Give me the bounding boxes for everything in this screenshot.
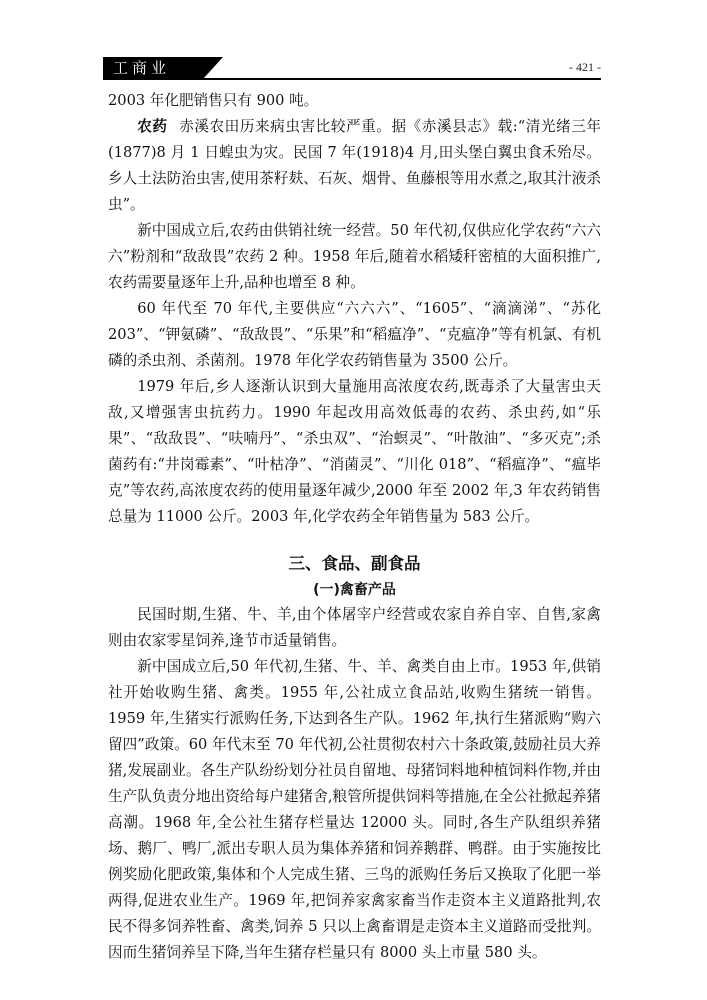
paragraph-pesticide-1979: 1979 年后,乡人逐渐认识到大量施用高浓度农药,既毒杀了大量害虫天敌,又增强害虫抗药力。1990 年起改用高效低毒的农药、杀虫药,如“乐果”、“敌敌畏”、“呋喃丹”、“杀虫双”、“治螟灵”、“叶散油”、“多灭克”;杀菌药有:“井岗霉素”、“叶枯净”、“消菌灵”、“川化 018”、“稻瘟净”、“瘟毕克”等农药,高浓度农药的使用量逐年减少,2000 年至 2002 年,3 年农药销售总量为 11000 公斤。2003 年,化学农药全年销售量为 583 公斤。 (108, 378, 601, 525)
paragraph-pesticide-1950s: 新中国成立后,农药由供销社统一经营。50 年代初,仅供应化学农药“六六六”粉剂和“敌敌畏”农药 2 种。1958 年后,随着水稻矮秆密植的大面积推广,农药需要量逐年上升,品种也增至 8 种。 (108, 222, 601, 291)
paragraph-fertilizer-end: 2003 年化肥销售只有 900 吨。 (108, 92, 319, 109)
pesticide-term: 农药 (137, 118, 168, 135)
paragraph-livestock-prc: 新中国成立后,50 年代初,生猪、牛、羊、禽类自由上市。1953 年,供销社开始收购生猪、禽类。1955 年,公社成立食品站,收购生猪统一销售。1959 年,生猪实行派购任务,下达到各生产队。1962 年,执行生猪派购“购六留四”政策。60 年代末至 70 年代初,公社贯彻农村六十条政策,鼓励社员大养猪,发展副业。各生产队纷纷划分社员自留地、母猪饲料地种植饲料作物,并由生产队负责分地出资给每户建猪舍,粮管所提供饲料等措施,在全公社掀起养猪高潮。1968 年,全公社生猪存栏量达 12000 头。同时,各生产队组织养猪场、鹅厂、鸭厂,派出专职人员为集体养猪和饲养鹅群、鸭群。由于实施按比例奖励化肥政策,集体和个人完成生猪、三鸟的派购任务后又换取了化肥一举两得,促进农业生产。1969 年,把饲养家禽家畜当作走资本主义道路批判,农民不得多饲养牲畜、禽类,饲养 5 只以上禽畜谓是走资本主义道路而受批判。因而生猪饲养呈下降,当年生猪存栏量只有 8000 头上市量 580 头。 (108, 658, 601, 961)
paragraph-pesticide-1960s: 60 年代至 70 年代,主要供应“六六六”、“1605”、“滴滴涕”、“苏化 203”、“钾氨磷”、“敌敌畏”、“乐果”和“稻瘟净”、“克瘟净”等有机氯、有机磷的杀虫剂、杀菌剂。1978 年化学农药销售量为 3500 公斤。 (108, 300, 601, 369)
chapter-title: 工商业 (113, 59, 171, 77)
header-tab-slant (203, 57, 223, 79)
chapter-header-tab (103, 57, 203, 79)
header-rule (103, 78, 601, 80)
subsection-title: (一)禽畜产品 (313, 582, 396, 598)
page-number: - 421 - (569, 60, 601, 74)
paragraph-livestock-republic: 民国时期,生猪、牛、羊,由个体屠宰户经营或农家自养自宰、自售,家禽则由农家零星饲养,逢节市适量销售。 (108, 606, 601, 649)
paragraph-pesticide-intro (108, 114, 601, 218)
paragraph-pesticide-history: 赤溪农田历来病虫害比较严重。据《赤溪县志》载:“清光绪三年(1877)8 月 1 日蝗虫为灾。民国 7 年(1918)4 月,田头堡白翼虫食禾殆尽。乡人土法防治虫害,使用茶籽麸、石灰、烟骨、鱼藤根等用水煮之,取其汁液杀虫”。 (108, 118, 601, 213)
section-title: 三、食品、副食品 (288, 554, 421, 573)
page-content (108, 88, 601, 966)
